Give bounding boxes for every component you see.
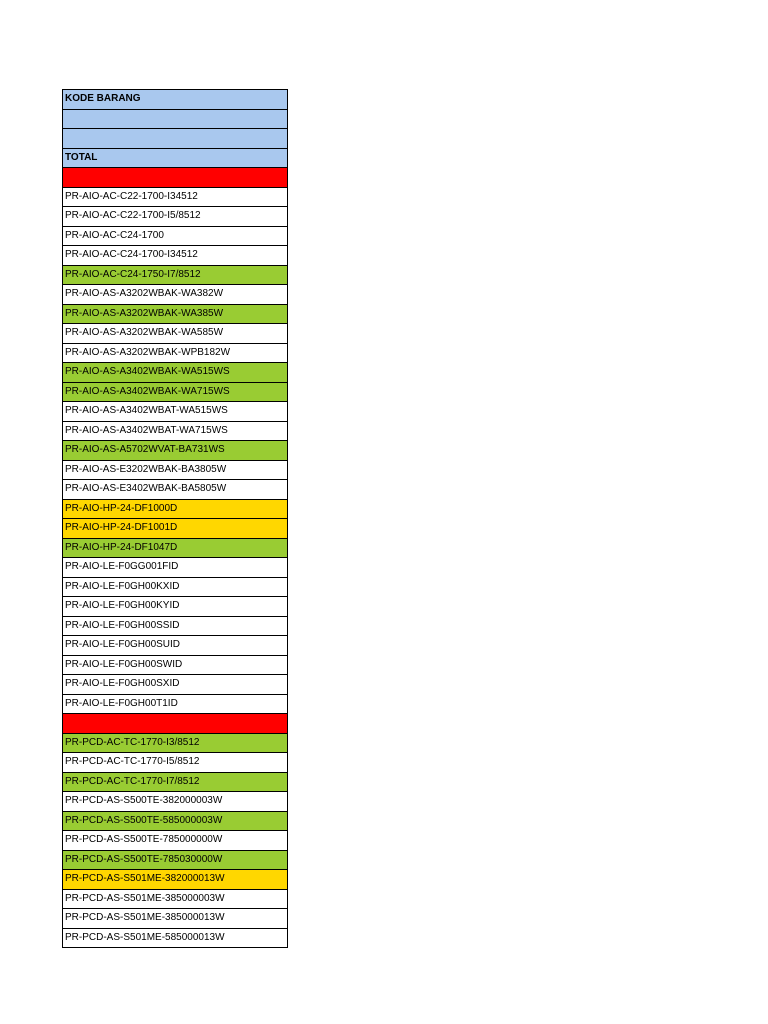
table-row bbox=[63, 480, 288, 500]
table-row bbox=[63, 246, 288, 266]
table-row bbox=[63, 772, 288, 792]
table-row bbox=[63, 363, 288, 383]
spreadsheet-cell[interactable]: PR-AIO-HP-24-DF1000D bbox=[63, 499, 288, 519]
spreadsheet-cell[interactable]: TOTAL bbox=[63, 148, 288, 168]
table-row bbox=[63, 304, 288, 324]
table-row bbox=[63, 148, 288, 168]
table-row bbox=[63, 441, 288, 461]
spreadsheet-cell[interactable]: PR-AIO-LE-F0GH00SXID bbox=[63, 675, 288, 695]
spreadsheet-cell[interactable]: PR-AIO-AS-A3402WBAK-WA715WS bbox=[63, 382, 288, 402]
spreadsheet-cell[interactable]: PR-PCD-AS-S500TE-382000003W bbox=[63, 792, 288, 812]
table-row bbox=[63, 558, 288, 578]
table-row bbox=[63, 928, 288, 948]
table-row bbox=[63, 694, 288, 714]
spreadsheet-cell[interactable]: KODE BARANG bbox=[63, 90, 288, 110]
table-row bbox=[63, 733, 288, 753]
spreadsheet-cell[interactable]: PR-PCD-AS-S501ME-382000013W bbox=[63, 870, 288, 890]
spreadsheet-cell[interactable]: PR-AIO-AC-C22-1700-I34512 bbox=[63, 187, 288, 207]
table-row bbox=[63, 90, 288, 110]
table-row bbox=[63, 811, 288, 831]
table-row bbox=[63, 850, 288, 870]
spreadsheet-cell[interactable]: PR-PCD-AS-S500TE-585000003W bbox=[63, 811, 288, 831]
spreadsheet-cell[interactable]: PR-AIO-AC-C22-1700-I5/8512 bbox=[63, 207, 288, 227]
spreadsheet-cell[interactable]: PR-PCD-AS-S501ME-585000013W bbox=[63, 928, 288, 948]
table-row bbox=[63, 168, 288, 188]
spreadsheet-cell[interactable]: PR-AIO-AC-C24-1700 bbox=[63, 226, 288, 246]
spreadsheet-cell[interactable] bbox=[63, 168, 288, 188]
spreadsheet-body bbox=[63, 90, 288, 948]
table-row bbox=[63, 792, 288, 812]
spreadsheet-cell[interactable]: PR-AIO-LE-F0GH00T1ID bbox=[63, 694, 288, 714]
table-row bbox=[63, 597, 288, 617]
spreadsheet-cell[interactable]: PR-AIO-AS-E3402WBAK-BA5805W bbox=[63, 480, 288, 500]
spreadsheet-cell[interactable]: PR-AIO-AS-A3402WBAK-WA515WS bbox=[63, 363, 288, 383]
table-row bbox=[63, 402, 288, 422]
table-row bbox=[63, 499, 288, 519]
spreadsheet-cell[interactable] bbox=[63, 129, 288, 149]
spreadsheet-cell[interactable]: PR-AIO-HP-24-DF1001D bbox=[63, 519, 288, 539]
table-row bbox=[63, 343, 288, 363]
table-row bbox=[63, 753, 288, 773]
spreadsheet-table bbox=[62, 89, 288, 948]
table-row bbox=[63, 421, 288, 441]
table-row bbox=[63, 889, 288, 909]
table-row bbox=[63, 285, 288, 305]
spreadsheet-cell[interactable]: PR-AIO-LE-F0GH00KXID bbox=[63, 577, 288, 597]
spreadsheet-cell[interactable]: PR-AIO-LE-F0GH00SUID bbox=[63, 636, 288, 656]
table-row bbox=[63, 265, 288, 285]
table-row bbox=[63, 382, 288, 402]
table-row bbox=[63, 675, 288, 695]
spreadsheet-cell[interactable]: PR-AIO-AS-A3202WBAK-WA585W bbox=[63, 324, 288, 344]
table-row bbox=[63, 909, 288, 929]
table-row bbox=[63, 538, 288, 558]
table-row bbox=[63, 636, 288, 656]
spreadsheet-cell[interactable]: PR-AIO-AS-A3202WBAK-WPB182W bbox=[63, 343, 288, 363]
spreadsheet-cell[interactable]: PR-AIO-AS-A3402WBAT-WA515WS bbox=[63, 402, 288, 422]
spreadsheet-cell[interactable]: PR-AIO-AS-E3202WBAK-BA3805W bbox=[63, 460, 288, 480]
table-row bbox=[63, 831, 288, 851]
table-row bbox=[63, 577, 288, 597]
table-row bbox=[63, 714, 288, 734]
table-row bbox=[63, 870, 288, 890]
spreadsheet-cell[interactable]: PR-PCD-AS-S500TE-785000000W bbox=[63, 831, 288, 851]
spreadsheet-cell[interactable]: PR-AIO-LE-F0GG001FID bbox=[63, 558, 288, 578]
spreadsheet-cell[interactable]: PR-AIO-AS-A5702WVAT-BA731WS bbox=[63, 441, 288, 461]
spreadsheet-cell[interactable]: PR-AIO-AC-C24-1750-I7/8512 bbox=[63, 265, 288, 285]
spreadsheet-cell[interactable]: PR-PCD-AS-S500TE-785030000W bbox=[63, 850, 288, 870]
table-row bbox=[63, 109, 288, 129]
spreadsheet-cell[interactable]: PR-AIO-LE-F0GH00SWID bbox=[63, 655, 288, 675]
table-row bbox=[63, 226, 288, 246]
table-row bbox=[63, 129, 288, 149]
spreadsheet-cell[interactable] bbox=[63, 714, 288, 734]
table-row bbox=[63, 187, 288, 207]
spreadsheet-cell[interactable]: PR-AIO-LE-F0GH00KYID bbox=[63, 597, 288, 617]
spreadsheet-cell[interactable]: PR-AIO-AS-A3202WBAK-WA385W bbox=[63, 304, 288, 324]
spreadsheet-cell[interactable]: PR-PCD-AS-S501ME-385000013W bbox=[63, 909, 288, 929]
table-row bbox=[63, 460, 288, 480]
spreadsheet-cell[interactable]: PR-PCD-AC-TC-1770-I7/8512 bbox=[63, 772, 288, 792]
table-row bbox=[63, 207, 288, 227]
spreadsheet-cell[interactable]: PR-AIO-AC-C24-1700-I34512 bbox=[63, 246, 288, 266]
table-row bbox=[63, 324, 288, 344]
spreadsheet-cell[interactable]: PR-AIO-AS-A3402WBAT-WA715WS bbox=[63, 421, 288, 441]
spreadsheet-cell[interactable]: PR-AIO-LE-F0GH00SSID bbox=[63, 616, 288, 636]
spreadsheet-cell[interactable]: PR-PCD-AS-S501ME-385000003W bbox=[63, 889, 288, 909]
spreadsheet-cell[interactable]: PR-AIO-AS-A3202WBAK-WA382W bbox=[63, 285, 288, 305]
spreadsheet-cell[interactable] bbox=[63, 109, 288, 129]
table-row bbox=[63, 616, 288, 636]
table-row bbox=[63, 655, 288, 675]
spreadsheet-cell[interactable]: PR-AIO-HP-24-DF1047D bbox=[63, 538, 288, 558]
spreadsheet-cell[interactable]: PR-PCD-AC-TC-1770-I5/8512 bbox=[63, 753, 288, 773]
table-row bbox=[63, 519, 288, 539]
spreadsheet-cell[interactable]: PR-PCD-AC-TC-1770-I3/8512 bbox=[63, 733, 288, 753]
